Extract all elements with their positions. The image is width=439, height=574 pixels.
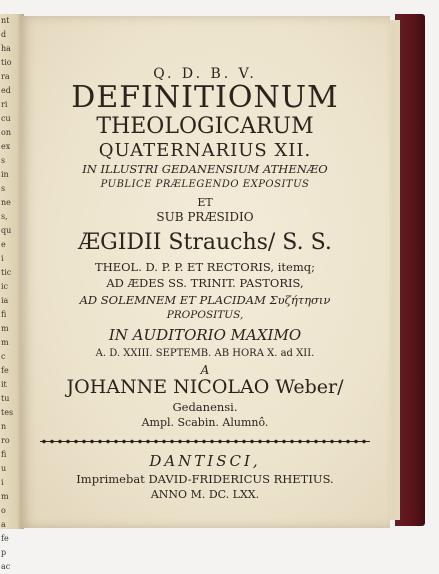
left-page-text-fragment: fi xyxy=(1,310,7,319)
left-page-text-fragment: e xyxy=(1,240,6,249)
text-line-7: SUB PRÆSIDIO xyxy=(156,210,254,224)
title-line-1: DEFINITIONUM xyxy=(71,80,339,115)
left-page-text-fragment: fe xyxy=(1,534,9,543)
left-page-text-fragment: tu xyxy=(1,394,10,403)
left-page-text-fragment: s, xyxy=(1,212,8,221)
left-page-text-fragment: m xyxy=(1,338,9,347)
title-line-2: THEOLOGICARUM xyxy=(96,114,314,139)
left-page-text-fragment: ra xyxy=(1,72,10,81)
left-page-text-fragment: it xyxy=(1,380,7,389)
text-line-9: THEOL. D. P. P. ET RECTORIS, itemq; xyxy=(95,260,315,274)
title-page xyxy=(20,16,390,528)
left-page-text-fragment: ia xyxy=(1,296,9,305)
title-line-3: QUATERNARIUS XII. xyxy=(98,140,312,161)
left-page-text-fragment: ne xyxy=(1,198,11,207)
text-line-17: Gedanensi. xyxy=(172,400,238,414)
left-page-text-fragment: i xyxy=(1,478,4,487)
left-page-text-fragment: ha xyxy=(1,44,11,53)
praeses-name: ÆGIDII Strauchs/ S. S. xyxy=(78,230,332,255)
left-page-text-fragment: a xyxy=(1,520,6,529)
left-page-text-fragment: tio xyxy=(1,58,12,67)
left-page-text-fragment: u xyxy=(1,464,7,473)
left-page-text-fragment: cu xyxy=(1,114,11,123)
text-line-14: A. D. XXIII. SEPTEMB. AB HORA X. ad XII. xyxy=(95,348,315,359)
left-page-text-fragment: ro xyxy=(1,436,10,445)
left-page-text-fragment: c xyxy=(1,352,6,361)
respondent-name: JOHANNE NICOLAO Weber/ xyxy=(66,376,344,398)
left-page-text-fragment: s xyxy=(1,156,6,165)
left-page-text-fragment: qu xyxy=(1,226,12,235)
imprint-year: ANNO M. DC. LXX. xyxy=(150,488,260,501)
left-page-text-fragment: ed xyxy=(1,86,11,95)
text-line-11: AD SOLEMNEM ET PLACIDAM Συζήτησιν xyxy=(79,293,331,307)
left-page-text-fragment: ic xyxy=(1,282,9,291)
text-line-18: Ampl. Scabin. Alumnô. xyxy=(141,416,269,429)
left-page-text-fragment: in xyxy=(1,170,9,179)
text-line-4: IN ILLUSTRI GEDANENSIUM ATHENÆO xyxy=(82,162,328,176)
left-page-text-fragment: n xyxy=(1,422,7,431)
left-page-text-fragment: ex xyxy=(1,142,11,151)
left-page-text-fragment: s xyxy=(1,184,6,193)
left-page-text-fragment: tic xyxy=(1,268,12,277)
left-page-text-fragment: d xyxy=(1,30,7,39)
left-page-text-fragment: i xyxy=(1,254,4,263)
left-page-text-fragment: m xyxy=(1,324,9,333)
text-line-15: A xyxy=(200,363,210,377)
left-page-text-fragment: ri xyxy=(1,100,8,109)
text-line-13: IN AUDITORIO MAXIMO xyxy=(108,326,302,344)
left-page-text-fragment: fi xyxy=(1,450,7,459)
left-page-text-fragment: ac xyxy=(1,562,11,571)
text-line-10: AD ÆDES SS. TRINIT. PASTORIS, xyxy=(106,276,304,290)
text-line-6: ET xyxy=(197,196,213,209)
left-page-text-fragment: m xyxy=(1,492,9,501)
left-page-text-fragment: fe xyxy=(1,366,9,375)
dedication-abbrev: Q. D. B. V. xyxy=(153,66,257,82)
text-line-12: PROPOSITUS, xyxy=(166,309,244,321)
left-page-text-fragment: o xyxy=(1,506,6,515)
left-page-text-fragment: nt xyxy=(1,16,10,25)
ornament-band xyxy=(40,437,370,446)
left-page-text-fragment: tes xyxy=(1,408,14,417)
left-page-text-fragment: p xyxy=(1,548,7,557)
imprint-printer: Imprimebat DAVID-FRIDERICUS RHETIUS. xyxy=(76,472,334,486)
text-line-5: PUBLICE PRÆLEGENDO EXPOSITUS xyxy=(100,179,310,190)
left-page-text-fragment: on xyxy=(1,128,11,137)
imprint-city: DANTISCI, xyxy=(149,452,261,470)
